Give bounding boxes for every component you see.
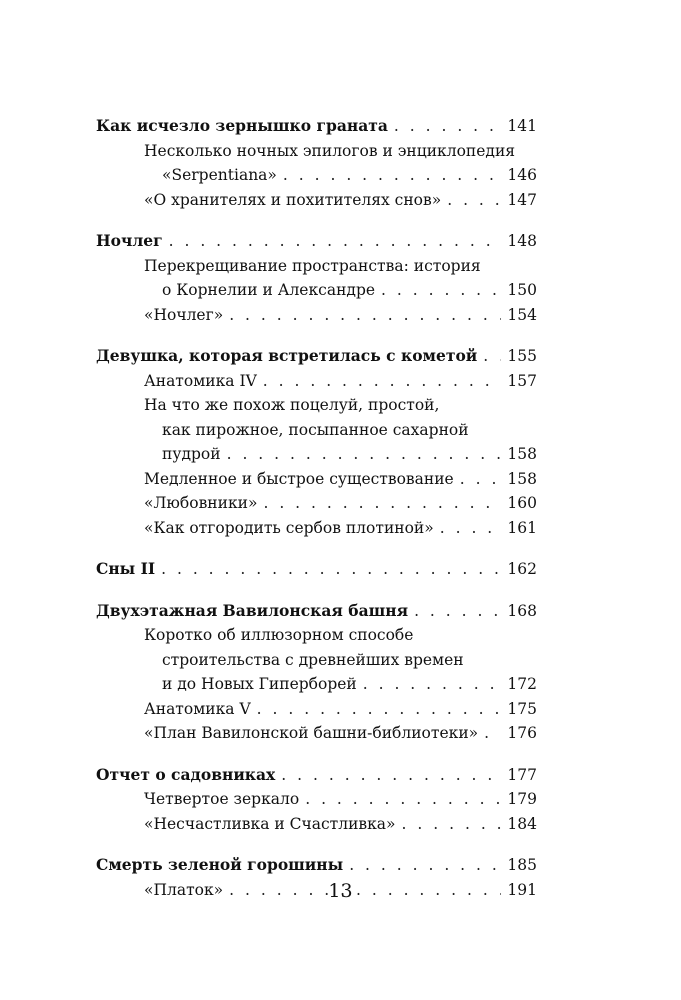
toc-subentry-text: «Ночлег» [144,305,224,324]
toc-page-number: 185 [507,856,537,874]
toc-subentry-line [96,721,537,746]
toc-subentry-text: Коротко об иллюзорном способе [144,626,414,644]
toc-page-number: 141 [507,117,537,135]
toc-chapter-title: Девушка, которая встретилась с кометой [96,346,478,365]
toc-subentry-line [96,188,537,213]
toc-page-number: 157 [507,371,537,390]
toc-subentry-text: и до Новых Гиперборей [162,675,357,693]
toc-chapter-title: Смерть зеленой горошины [96,855,344,874]
toc-page-number: 172 [507,675,537,693]
toc-leader-dots [483,344,501,369]
toc-subentry-text: Несколько ночных эпилогов и энциклопедия [144,141,516,160]
toc-leader-dots [283,163,502,188]
toc-subentry-text: Перекрещивание пространства: история [144,256,481,275]
toc-leader-dots [161,557,501,582]
toc-leader-dots [402,812,502,837]
toc-leader-dots [169,229,502,254]
toc-subentry-text: «Как отгородить сербов плотиной» [144,518,434,537]
toc-chapter-entry [96,229,537,254]
toc-leader-dots [460,467,502,492]
toc-subentry-line [96,672,537,697]
toc-subentry-text: Медленное и быстрое существование [144,469,454,488]
toc-subentry-text: «Serpentiana» [162,166,277,184]
toc-subentry-text: На что же похож поцелуй, простой, [144,396,440,414]
toc-subentry-text: «План Вавилонской башни-библиотеки» [144,724,479,742]
toc-chapter-entry [96,763,537,788]
toc-leader-dots [263,491,501,516]
toc-leader-dots [394,114,502,139]
toc-subentry-text: пудрой [162,445,221,463]
toc-subentry-text: Анатомика IV [144,371,257,390]
toc-page-number: 146 [507,166,537,184]
toc-page-number: 161 [507,518,537,537]
toc-section [96,114,537,212]
toc-leader-dots [229,303,501,328]
toc-chapter-title: Ночлег [96,231,163,250]
toc-leader-dots [227,442,502,467]
toc-page-number: 148 [507,232,537,250]
toc-page-number: 158 [507,445,537,463]
toc-subentry-line [96,467,537,492]
toc-subentry-line [96,254,537,279]
toc-subentry-line [96,442,537,467]
toc-section [96,599,537,746]
toc-subentry-line [96,278,537,303]
toc-section [96,344,537,540]
toc-subentry-text: «Несчастливка и Счастливка» [144,814,396,833]
toc-page-number: 155 [507,347,537,365]
toc-leader-dots [263,369,502,394]
toc-chapter-entry [96,344,537,369]
toc-subentry-line [96,648,537,673]
toc-page-number: 160 [507,494,537,512]
toc-subentry-line [96,623,537,648]
toc-section [96,763,537,837]
toc-subentry-text: строительства с древнейших времен [162,650,464,669]
toc-leader-dots [363,672,502,697]
toc-leader-dots [484,721,501,746]
toc-subentry-line [96,697,537,722]
toc-subentry-line [96,787,537,812]
toc-page-number: 162 [507,560,537,578]
toc-subentry-text: «Любовники» [144,494,258,512]
toc-subentry-line [96,139,537,164]
toc-subentry-text: Анатомика V [144,699,251,718]
toc-page-number: 168 [507,601,537,620]
toc-chapter-entry [96,114,537,139]
page-number: 13 [328,880,353,902]
toc-subentry-line [96,393,537,418]
toc-chapter-entry [96,853,537,878]
toc-page-number: 158 [507,469,537,488]
toc-leader-dots [257,697,502,722]
toc-page-number: 179 [507,790,537,808]
toc-chapter-entry [96,557,537,582]
toc-page-number: 191 [507,880,537,899]
toc-leader-dots [305,787,501,812]
table-of-contents [96,114,537,919]
toc-subentry-text: о Корнелии и Александре [162,281,376,299]
toc-page-number: 147 [507,190,537,209]
toc-subentry-text: как пирожное, посыпанное сахарной [162,420,469,439]
toc-page-number: 184 [507,814,537,833]
toc-page-number: 154 [507,305,537,324]
toc-section [96,229,537,327]
toc-subentry-line [96,163,537,188]
toc-chapter-title: Как исчезло зернышко граната [96,116,388,135]
toc-chapter-title: Двухэтажная Вавилонская башня [96,600,409,620]
toc-section [96,557,537,582]
toc-leader-dots [440,516,502,541]
toc-subentry-text: «Платок» [144,880,224,899]
toc-subentry-text: Четвертое зеркало [144,790,300,808]
toc-leader-dots [447,188,501,213]
toc-leader-dots [349,853,501,878]
toc-page-number: 150 [507,281,537,299]
toc-page-number: 177 [507,765,537,784]
toc-leader-dots [381,278,501,303]
toc-subentry-line [96,303,537,328]
toc-subentry-line [96,812,537,837]
toc-leader-dots [414,599,501,624]
toc-subentry-line [96,516,537,541]
toc-chapter-title: Сны II [96,559,156,578]
toc-leader-dots [281,763,501,788]
toc-page-number: 175 [507,699,537,718]
toc-subentry-line [96,369,537,394]
toc-chapter-entry [96,599,537,624]
toc-chapter-title: Отчет о садовниках [96,764,276,784]
toc-page-number: 176 [507,724,537,742]
toc-subentry-line [96,491,537,516]
toc-subentry-line [96,418,537,443]
toc-subentry-text: «О хранителях и похитителях снов» [144,190,442,209]
